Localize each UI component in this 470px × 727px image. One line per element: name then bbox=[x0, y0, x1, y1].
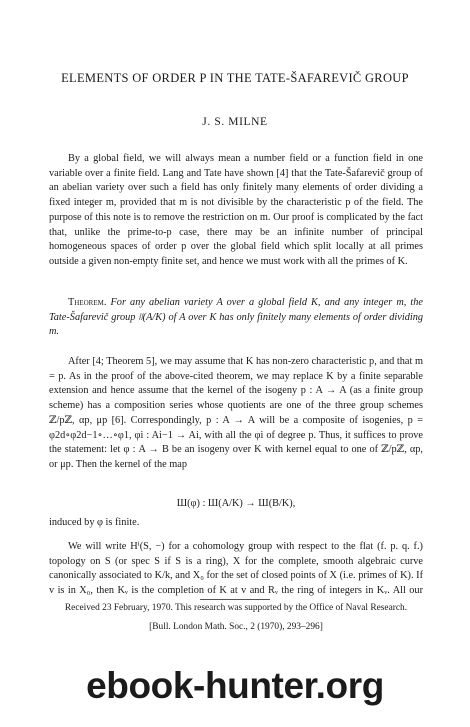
intro-paragraph: By a global field, we will always mean a number field or a function field in one variable over a finite field. Lang and Tate have shown [4] that the Tate-Šafarevič group of an abelian variety over such a field has only finitely many elements of order dividing a fixed integer m, provided that m is not divisible by the characteristic p of the field. The purpose of this note is to remove the restriction on m. Our proof is complicated by the fact that, unlike the prime-to-p case, there may be an infinite number of principal homogeneous spaces of order p over the global field which split locally at all primes outside a given non-empty finite set, and hence we must work with all the primes of K. bbox=[49, 153, 423, 267]
theorem-statement bbox=[49, 296, 423, 340]
received-footnote: Received 23 February, 1970. This research was supported by the Office of Naval Research. bbox=[64, 603, 408, 613]
paper-author: J. S. MILNE bbox=[202, 116, 268, 128]
paper-title: ELEMENTS OF ORDER P IN THE TATE-ŠAFAREVIČ GROUP bbox=[61, 71, 409, 85]
journal-citation: [Bull. London Math. Soc., 2 (1970), 293–296] bbox=[149, 622, 323, 632]
watermark-logo: ebook-hunter.org bbox=[86, 665, 384, 706]
display-equation: Ш(φ) : Ш(A/K) → Ш(B/K), bbox=[176, 498, 296, 509]
notation-paragraph: We will write Hⁱ(S, −) for a cohomology group with respect to the flat (f. p. q. f.) topology on S (or spec S if S is a ring), X for the complete, smooth algebraic curve canonically associated to K/k, and X₀ for the set of closed points of X (i.e. primes of K). If v is in X₀, then Kᵥ is the completion of K at v and Rᵥ the ring of integers in Kᵥ. All our bbox=[49, 541, 423, 597]
equation-continuation: induced by φ is finite. bbox=[49, 517, 140, 528]
footnote-divider bbox=[200, 599, 270, 600]
theorem-text: For any abelian variety A over a global field K, and any integer m, the Tate-Šafarevič group ⧘⧙(A/K) of A over K has only finitely many elements of order dividing m. bbox=[49, 297, 423, 338]
proof-paragraph: After [4; Theorem 5], we may assume that K has non-zero characteristic p, and that m = p. As in the proof of the above-cited theorem, we may replace K by a finite separable extension and hence assume that the kernel of the isogeny p : A → A (as a finite group scheme) has a composition series whose quotients are one of the three group schemes ℤ/pℤ, αp, μp [6]. Correspondingly, p : A → A will be a composite of isogenies, p = φ2d∘φ2d−1∘…∘φ1, φi : Ai−1 → Ai, with all the φi of degree p. Thus, it suffices to prove the statement: let φ : A → B be an isogeny over K with kernel equal to one of ℤ/pℤ, αp, or μp. Then the kernel of the map bbox=[49, 356, 423, 470]
theorem-label: Theorem. bbox=[68, 297, 107, 308]
